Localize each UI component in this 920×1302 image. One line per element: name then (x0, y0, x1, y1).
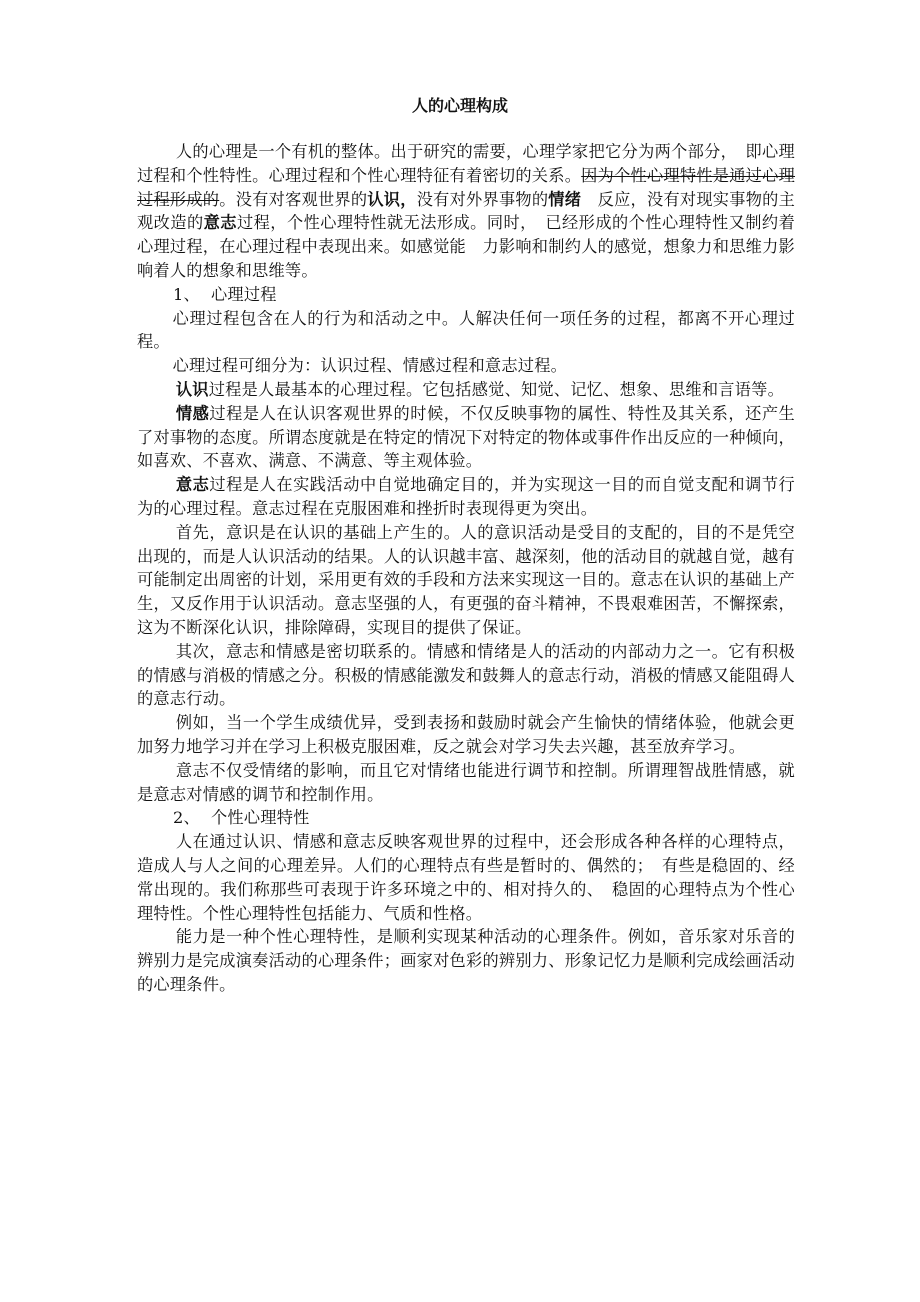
intro-text: 。没有对客观世界的 (219, 189, 368, 209)
paragraph-text: 过程是人在认识客观世界的时候，不仅反映事物的属性、特性及其关系，还产生了对事物的态度。所谓态度就是在特定的情况下对特定的物体或事件作出反应的一种倾向，如喜欢、不喜欢、满意、不满意、等主观体验。 (137, 403, 795, 471)
paragraph: 心理过程包含在人的行为和活动之中。人解决任何一项任务的过程，都离不开心理过程。 (137, 308, 795, 352)
section-number: 2、 (173, 808, 200, 828)
bold-term: 情感 (175, 403, 210, 423)
paragraph: 心理过程可细分为：认识过程、情感过程和意志过程。 (172, 356, 568, 376)
section-heading (137, 806, 795, 830)
paragraph (137, 473, 795, 521)
paragraph: 首先，意识是在认识的基础上产生的。人的意识活动是受目的支配的，目的不是凭空出现的，而是人认识活动的结果。人的认识越丰富、越深刻，他的活动目的就越自觉，越有可能制定出周密的计划，采用更有效的手段和方法来实现这一目的。意志在认识的基础上产生，又反作用于认识活动。意志坚强的人，有更强的奋斗精神，不畏艰难困苦，不懈探索，这为不断深化认识，排除障碍，实现目的提供了保证。 (137, 522, 795, 637)
paragraph (137, 402, 795, 473)
paragraph: 例如，当一个学生成绩优异，受到表扬和鼓励时就会产生愉快的情绪体验，他就会更加努力地学习并在学习上积极克服困难，反之就会对学习失去兴趣，甚至放弃学习。 (137, 713, 795, 756)
intro-text: 没有对外界事物的 (416, 189, 549, 209)
section-title: 心理过程 (211, 284, 277, 304)
bold-term-will: 意志 (203, 213, 237, 233)
section-title: 个性心理特性 (211, 808, 310, 828)
paragraph-text: 过程是人在实践活动中自觉地确定目的，并为实现这一目的而自觉支配和调节行为的心理过程。意志过程在克服困难和挫折时表现得更为突出。 (137, 475, 795, 518)
bold-term-cognition: 认识， (367, 189, 417, 209)
document-title: 人的心理构成 (411, 96, 508, 115)
struck-text: 因为个性心理特性是通过心理过程形成的 (137, 165, 796, 209)
document-body (137, 140, 795, 997)
paragraph: 能力是一种个性心理特性，是顺利实现某种活动的心理条件。例如，音乐家对乐音的辨别力是完成演奏活动的心理条件；画家对色彩的辨别力、形象记忆力是顺利完成绘画活动的心理条件。 (137, 927, 795, 994)
paragraph (137, 378, 795, 402)
bold-term-emotion: 情绪 (548, 189, 582, 209)
paragraph-text: 过程是人最基本的心理过程。它包括感觉、知觉、记忆、想象、思维和言语等。 (208, 379, 785, 399)
intro-text: 人的心理是一个有机的整体。出于研究的需要，心理学家把它分为两个部分， 即心理过程和个性特性。心理过程和个性心理特征有着密切的关系。 (137, 142, 795, 185)
bold-term: 意志 (175, 475, 210, 495)
section-heading (137, 283, 795, 307)
intro-text: 反应，没有对现实事物的主观改造的 (137, 189, 796, 233)
paragraph: 其次，意志和情感是密切联系的。情感和情绪是人的活动的内部动力之一。它有积极的情感与消极的情感之分。积极的情感能激发和鼓舞人的意志行动，消极的情感又能阻碍人的意志行动。 (137, 641, 795, 709)
paragraph: 人在通过认识、情感和意志反映客观世界的过程中，还会形成各种各样的心理特点，造成人与人之间的心理差异。人们的心理特点有些是暂时的、偶然的； 有些是稳固的、经常出现的。我们称那些可表现于许多环境之中的、相对持久的、 稳固的心理特点为个性心理特性。个性心理特性包括能力、气质和性格。 (137, 832, 795, 923)
bold-term: 认识 (175, 379, 209, 399)
intro-text: 过程，个性心理特性就无法形成。同时， 已经形成的个性心理特性又制约着心理过程，在心理过程中表现出来。如感觉能 力影响和制约人的感觉，想象力和思维力影响着人的想象和思维等。 (137, 213, 796, 280)
intro-paragraph (137, 140, 795, 283)
section-number: 1、 (173, 284, 200, 304)
paragraph: 意志不仅受情绪的影响，而且它对情绪也能进行调节和控制。所谓理智战胜情感，就是意志对情感的调节和控制作用。 (137, 760, 795, 804)
